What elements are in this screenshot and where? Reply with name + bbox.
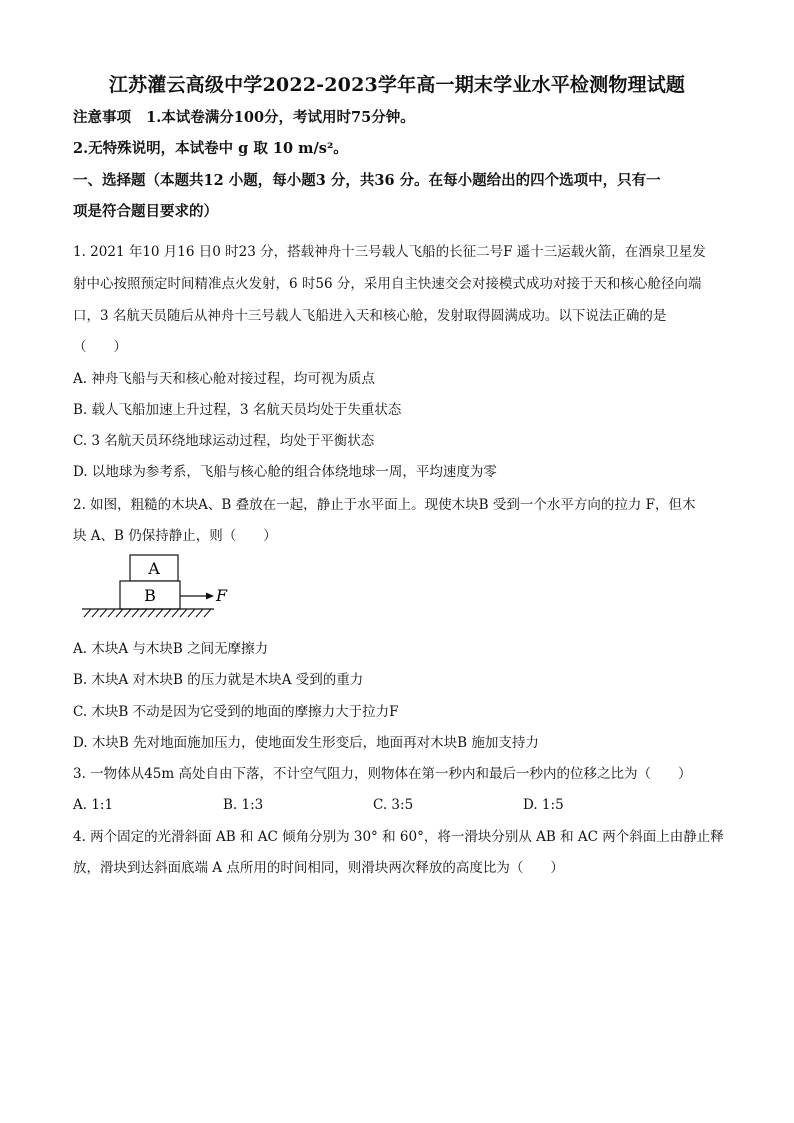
block-b-label: B: [144, 586, 156, 605]
q1-line-1: 1. 2021 年10 月16 日0 时23 分，搭载神舟十三号载人飞船的长征二号F 遥十三运载火箭，在酒泉卫星发: [73, 244, 706, 260]
q1-line-2: 射中心按照预定时间精准点火发射，6 时56 分，采用自主快速交会对接模式成功对接于天和核心舱径向端: [73, 276, 702, 292]
q3-option-a: A. 1:1: [73, 797, 114, 813]
q4-line-1: 4. 两个固定的光滑斜面 AB 和 AC 倾角分别为 30° 和 60°，将一滑块分别从 AB 和 AC 两个斜面上由静止释: [73, 829, 724, 845]
notes-text-1: 1.本试卷满分100分，考试用时75分钟。: [146, 109, 415, 126]
q3-option-b: B. 1:3: [223, 797, 264, 813]
notes-line-1: [73, 108, 733, 128]
q2-option-d: D. 木块B 先对地面施加压力，使地面发生形变后，地面再对木块B 施加支持力: [73, 735, 539, 751]
section-heading-line-2: 项是符合题目要求的）: [73, 203, 218, 220]
q3-option-c: C. 3:5: [373, 797, 414, 813]
block-diagram: [80, 553, 240, 625]
q2-option-a: A. 木块A 与木块B 之间无摩擦力: [73, 641, 269, 657]
block-a-label: A: [148, 559, 160, 578]
q1-option-b: B. 载人飞船加速上升过程，3 名航天员均处于失重状态: [73, 402, 402, 418]
q3-options: [73, 795, 673, 815]
q3-line-1: 3. 一物体从45m 高处自由下落，不计空气阻力，则物体在第一秒内和最后一秒内的位移之比为（ ）: [73, 766, 692, 782]
q3-option-d: D. 1:5: [523, 797, 564, 813]
q4-line-2: 放，滑块到达斜面底端 A 点所用的时间相同，则滑块两次释放的高度比为（ ）: [73, 860, 564, 876]
q2-option-b: B. 木块A 对木块B 的压力就是木块A 受到的重力: [73, 672, 364, 688]
exam-title: 江苏灌云高级中学2022-2023学年高一期末学业水平检测物理试题: [108, 74, 686, 96]
q2-line-1: 2. 如图，粗糙的木块A、B 叠放在一起，静止于水平面上。现使木块B 受到一个水平方向的拉力 F，但木: [73, 497, 696, 513]
notes-line-2: 2.无特殊说明，本试卷中 g 取 10 m/s²。: [73, 140, 348, 157]
ground-hatching: [84, 609, 211, 617]
q2-line-2: 块 A、B 仍保持静止，则（ ）: [73, 528, 277, 544]
q1-option-a: A. 神舟飞船与天和核心舱对接过程，均可视为质点: [73, 371, 375, 387]
section-heading-line-1: 一、选择题（本题共12 小题，每小题3 分，共36 分。在每小题给出的四个选项中，只有一: [73, 172, 661, 189]
q1-option-d: D. 以地球为参考系，飞船与核心舱的组合体绕地球一周，平均速度为零: [73, 464, 497, 480]
q1-line-4: （ ）: [73, 339, 127, 355]
force-label: F: [216, 586, 228, 605]
q2-option-c: C. 木块B 不动是因为它受到的地面的摩擦力大于拉力F: [73, 704, 399, 720]
q1-option-c: C. 3 名航天员环绕地球运动过程，均处于平衡状态: [73, 433, 375, 449]
force-arrow-head: [206, 593, 214, 600]
q1-line-3: 口，3 名航天员随后从神舟十三号载人飞船进入天和核心舱，发射取得圆满成功。以下说法正确的是: [73, 308, 667, 324]
notes-label: 注意事项: [73, 109, 131, 126]
